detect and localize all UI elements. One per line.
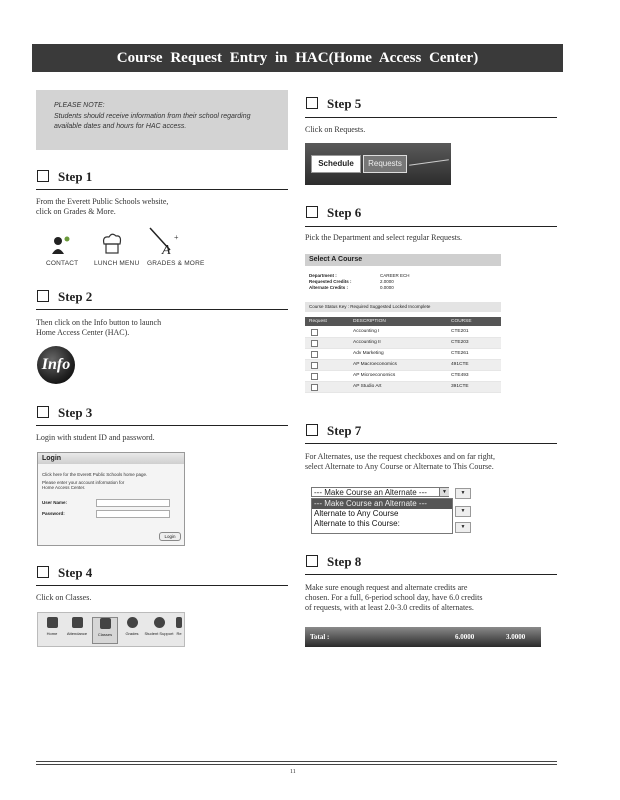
step-4-text: Click on Classes.: [36, 593, 92, 602]
table-row[interactable]: AP Microeconomics CTE493: [305, 371, 501, 382]
alternate-options-list: [311, 498, 453, 534]
requested-credits-value: 2.0000: [380, 279, 394, 284]
request-checkbox[interactable]: [311, 384, 318, 391]
secondary-select-button[interactable]: ▼: [455, 488, 471, 499]
toolbar-attendance[interactable]: Attendance: [65, 617, 89, 636]
divider: [36, 425, 288, 426]
username-input[interactable]: [96, 499, 170, 507]
step-8-text: Make sure enough request and alternate credits are chosen. For a full, 6-period school day, have 6.0 credits of requests, with at least 2.0-3.0 credits of alternates.: [305, 583, 483, 612]
requested-credits-label: Requested Credits :: [309, 279, 352, 284]
note-body: Students should receive information from their school regarding available dates and hours for HAC access.: [54, 113, 251, 130]
option-item[interactable]: Alternate to this Course:: [314, 519, 400, 528]
totals-bar: [305, 627, 541, 647]
secondary-select-button[interactable]: ▼: [455, 522, 471, 533]
login-instructions: Please enter your account information for Home Access Center.: [42, 480, 125, 490]
hac-toolbar: [37, 612, 185, 647]
note-title: PLEASE NOTE:: [54, 102, 105, 109]
step-2-text: Then click on the Info button to launch Home Access Center (HAC).: [36, 318, 162, 337]
select-course-panel: [305, 254, 501, 406]
toolbar-classes[interactable]: Classes: [92, 617, 118, 644]
contact-label: CONTACT: [46, 260, 79, 267]
login-header: Login: [38, 453, 184, 464]
note-box: [36, 90, 288, 150]
step-1-heading: Step 1: [37, 169, 92, 185]
request-checkbox[interactable]: [311, 373, 318, 380]
password-label: Password:: [42, 511, 65, 516]
chevron-down-icon[interactable]: ▼: [439, 488, 449, 496]
info-button[interactable]: Info: [37, 346, 75, 384]
col-request: Request: [309, 319, 327, 324]
secondary-select-button[interactable]: ▼: [455, 506, 471, 517]
step-7-heading: Step 7: [306, 423, 361, 439]
step-6-heading: Step 6: [306, 205, 361, 221]
arrow-icon: [409, 159, 449, 166]
divider: [305, 226, 557, 227]
password-input[interactable]: [96, 510, 170, 518]
tab-requests[interactable]: Requests: [363, 155, 407, 173]
grades-more-icon[interactable]: [146, 226, 180, 256]
grades-more-label: GRADES & MORE: [147, 260, 205, 267]
checkbox-icon[interactable]: [306, 555, 318, 567]
checkbox-icon[interactable]: [306, 424, 318, 436]
step-5-heading: Step 5: [306, 96, 361, 112]
total-requested: 6.0000: [455, 633, 475, 641]
contact-icon[interactable]: [50, 234, 72, 256]
table-row[interactable]: Adv Marketing CTE261: [305, 349, 501, 360]
option-item[interactable]: Alternate to Any Course: [314, 509, 399, 518]
step-5-text: Click on Requests.: [305, 125, 366, 134]
step-8-heading: Step 8: [306, 554, 361, 570]
step-7-text: For Alternates, use the request checkboxes and on far right, select Alternate to Any Course or Alternate to This Course.: [305, 452, 495, 471]
footer-rule: [36, 761, 557, 762]
lunch-menu-icon[interactable]: [100, 232, 124, 256]
alternate-select[interactable]: --- Make Course an Alternate ---: [311, 487, 449, 497]
step-6-text: Pick the Department and select regular Requests.: [305, 233, 463, 242]
toolbar-grades[interactable]: Grades: [120, 617, 144, 636]
total-alternate: 3.0000: [506, 633, 526, 641]
step-1-text: From the Everett Public Schools website, click on Grades & More.: [36, 197, 169, 216]
divider: [305, 574, 557, 575]
home-icon: [47, 617, 58, 628]
request-checkbox[interactable]: [311, 340, 318, 347]
select-course-header: Select A Course: [305, 254, 501, 266]
login-button[interactable]: Login: [159, 532, 181, 541]
table-row[interactable]: Accounting II CTE203: [305, 338, 501, 349]
divider: [305, 117, 557, 118]
lunch-menu-label: LUNCH MENU: [94, 260, 140, 267]
tab-schedule[interactable]: Schedule: [311, 155, 361, 173]
divider: [36, 189, 288, 190]
step-3-heading: Step 3: [37, 405, 92, 421]
request-checkbox[interactable]: [311, 351, 318, 358]
toolbar-student-support[interactable]: Student Support: [144, 617, 174, 636]
checkbox-icon[interactable]: [37, 290, 49, 302]
step-2-heading: Step 2: [37, 289, 92, 305]
requests-tabbar: [305, 143, 451, 185]
divider: [36, 309, 288, 310]
request-checkbox[interactable]: [311, 362, 318, 369]
footer-rule: [36, 764, 557, 765]
toolbar-cut-item[interactable]: Re: [174, 617, 184, 636]
page-number: 11: [290, 769, 296, 775]
login-panel: [37, 452, 185, 546]
table-row[interactable]: AP Studio Art 391CTE: [305, 382, 501, 393]
department-label: Department :: [309, 273, 337, 278]
svg-text:+: +: [174, 233, 179, 242]
checkbox-icon[interactable]: [306, 206, 318, 218]
divider: [36, 585, 288, 586]
request-checkbox[interactable]: [311, 329, 318, 336]
col-description: DESCRIPTION: [353, 319, 386, 324]
table-row[interactable]: Accounting I CTE201: [305, 327, 501, 338]
alternate-credits-value: 0.0000: [380, 285, 394, 290]
total-label: Total :: [310, 633, 330, 641]
step-4-heading: Step 4: [37, 565, 92, 581]
checkbox-icon[interactable]: [37, 566, 49, 578]
divider: [305, 443, 557, 444]
table-row[interactable]: AP Macroeconomics 491CTE: [305, 360, 501, 371]
attendance-icon: [72, 617, 83, 628]
alternate-dropdown-panel: [305, 481, 471, 533]
classes-icon: [100, 618, 111, 629]
checkbox-icon[interactable]: [306, 97, 318, 109]
course-table-header: [305, 317, 501, 326]
toolbar-home[interactable]: Home: [40, 617, 64, 636]
svg-text:A: A: [162, 243, 171, 256]
course-status-key: Course Status Key : Required Suggested Locked Incomplete: [305, 302, 501, 312]
checkbox-icon[interactable]: [37, 406, 49, 418]
username-label: User Name:: [42, 500, 68, 505]
department-value: CAREER ECH: [380, 273, 410, 278]
col-course: COURSE: [451, 319, 472, 324]
page-banner: Course Request Entry in HAC(Home Access Center): [32, 44, 563, 72]
toolbar-cut-icon: [176, 617, 182, 628]
grades-icon: [127, 617, 138, 628]
alternate-credits-label: Alternate Credits :: [309, 285, 349, 290]
checkbox-icon[interactable]: [37, 170, 49, 182]
student-support-icon: [154, 617, 165, 628]
step-3-text: Login with student ID and password.: [36, 433, 155, 442]
login-home-link[interactable]: Click here for the Everett Public Schools home page.: [42, 472, 148, 477]
option-item[interactable]: --- Make Course an Alternate ---: [312, 499, 452, 509]
